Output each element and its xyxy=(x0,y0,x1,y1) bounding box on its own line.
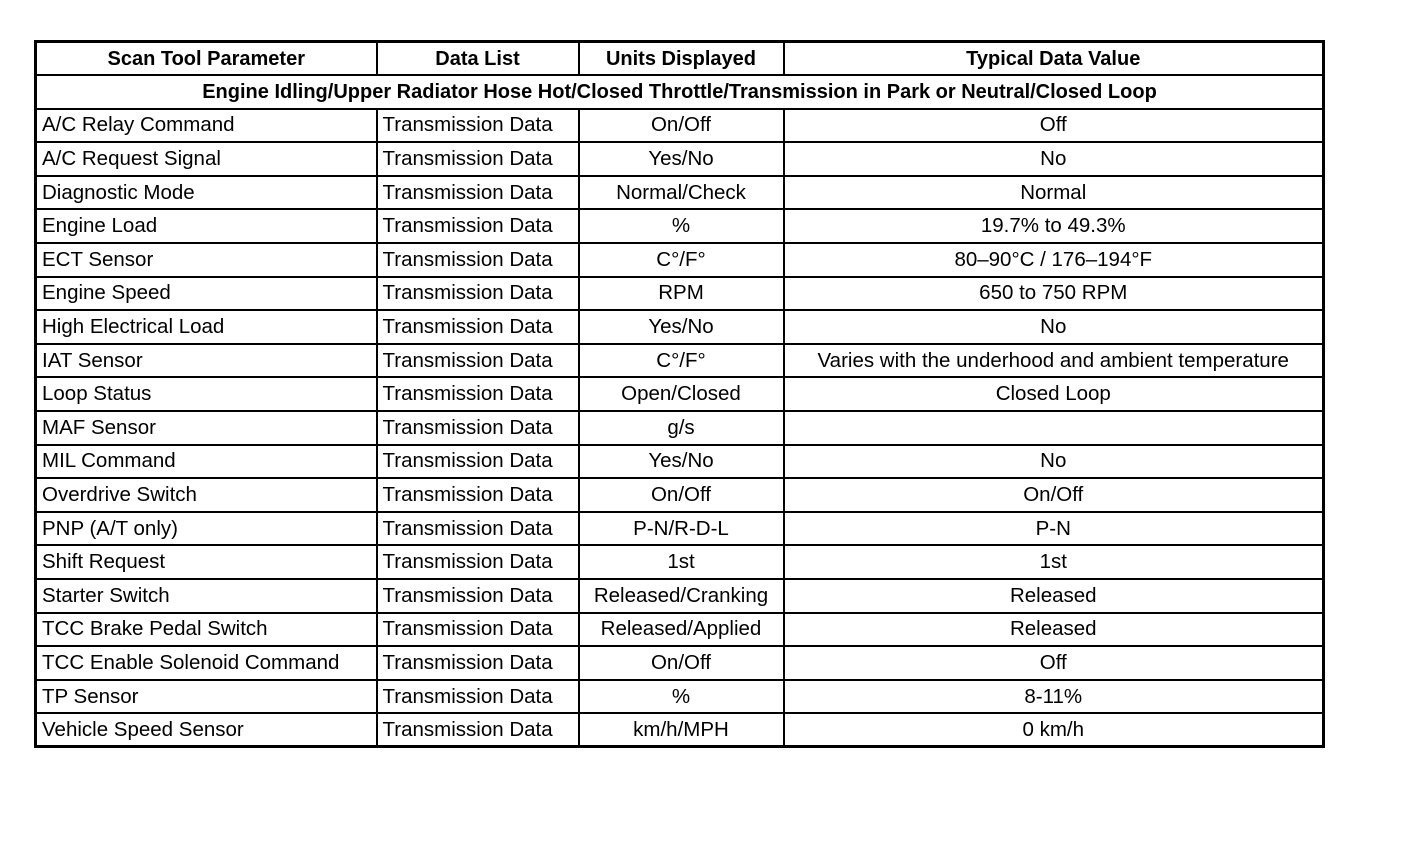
typical-value-cell: 19.7% to 49.3% xyxy=(784,209,1324,243)
table-row xyxy=(36,243,1324,277)
data-list-cell: Transmission Data xyxy=(377,243,579,277)
data-list-cell: Transmission Data xyxy=(377,579,579,613)
typical-value-cell: 1st xyxy=(784,545,1324,579)
data-list-cell: Transmission Data xyxy=(377,478,579,512)
parameter-cell: Overdrive Switch xyxy=(36,478,377,512)
parameter-cell: A/C Relay Command xyxy=(36,109,377,143)
typical-value-cell: 8-11% xyxy=(784,680,1324,714)
table-row xyxy=(36,512,1324,546)
table-row xyxy=(36,109,1324,143)
table-row xyxy=(36,344,1324,378)
units-cell: km/h/MPH xyxy=(579,713,784,747)
table-row xyxy=(36,545,1324,579)
data-list-cell: Transmission Data xyxy=(377,613,579,647)
scan-tool-data-table xyxy=(34,40,1325,748)
table-row xyxy=(36,613,1324,647)
parameter-cell: ECT Sensor xyxy=(36,243,377,277)
data-list-cell: Transmission Data xyxy=(377,646,579,680)
units-cell: Yes/No xyxy=(579,310,784,344)
units-cell: Released/Cranking xyxy=(579,579,784,613)
parameter-cell: High Electrical Load xyxy=(36,310,377,344)
units-cell: % xyxy=(579,209,784,243)
data-list-cell: Transmission Data xyxy=(377,209,579,243)
data-list-cell: Transmission Data xyxy=(377,344,579,378)
parameter-cell: Vehicle Speed Sensor xyxy=(36,713,377,747)
typical-value-cell: 80–90°C / 176–194°F xyxy=(784,243,1324,277)
data-list-cell: Transmission Data xyxy=(377,142,579,176)
section-row xyxy=(36,75,1324,109)
typical-value-cell xyxy=(784,411,1324,445)
data-list-cell: Transmission Data xyxy=(377,277,579,311)
table-row xyxy=(36,176,1324,210)
typical-value-cell: Released xyxy=(784,579,1324,613)
header-data-list: Data List xyxy=(377,42,579,76)
header-scan-tool-parameter: Scan Tool Parameter xyxy=(36,42,377,76)
typical-value-cell: 650 to 750 RPM xyxy=(784,277,1324,311)
data-list-cell: Transmission Data xyxy=(377,512,579,546)
typical-value-cell: P-N xyxy=(784,512,1324,546)
parameter-cell: Starter Switch xyxy=(36,579,377,613)
units-cell: On/Off xyxy=(579,478,784,512)
units-cell: 1st xyxy=(579,545,784,579)
parameter-cell: TCC Brake Pedal Switch xyxy=(36,613,377,647)
parameter-cell: IAT Sensor xyxy=(36,344,377,378)
parameter-cell: TCC Enable Solenoid Command xyxy=(36,646,377,680)
table-row xyxy=(36,277,1324,311)
typical-value-cell: On/Off xyxy=(784,478,1324,512)
header-typical-data-value: Typical Data Value xyxy=(784,42,1324,76)
units-cell: Yes/No xyxy=(579,445,784,479)
units-cell: g/s xyxy=(579,411,784,445)
typical-value-cell: Off xyxy=(784,646,1324,680)
data-list-cell: Transmission Data xyxy=(377,109,579,143)
table-row xyxy=(36,142,1324,176)
typical-value-cell: Released xyxy=(784,613,1324,647)
table-row xyxy=(36,713,1324,747)
section-title: Engine Idling/Upper Radiator Hose Hot/Closed Throttle/Transmission in Park or Neutral/Closed Loop xyxy=(36,75,1324,109)
units-cell: Open/Closed xyxy=(579,377,784,411)
table-row xyxy=(36,377,1324,411)
table-row xyxy=(36,646,1324,680)
parameter-cell: Engine Speed xyxy=(36,277,377,311)
typical-value-cell: Varies with the underhood and ambient temperature xyxy=(784,344,1324,378)
units-cell: C°/F° xyxy=(579,344,784,378)
parameter-cell: PNP (A/T only) xyxy=(36,512,377,546)
table-row xyxy=(36,310,1324,344)
units-cell: Normal/Check xyxy=(579,176,784,210)
typical-value-cell: No xyxy=(784,310,1324,344)
units-cell: On/Off xyxy=(579,646,784,680)
typical-value-cell: No xyxy=(784,142,1324,176)
table-row xyxy=(36,445,1324,479)
data-list-cell: Transmission Data xyxy=(377,445,579,479)
data-list-cell: Transmission Data xyxy=(377,545,579,579)
units-cell: RPM xyxy=(579,277,784,311)
data-list-cell: Transmission Data xyxy=(377,377,579,411)
table-row xyxy=(36,209,1324,243)
units-cell: Released/Applied xyxy=(579,613,784,647)
units-cell: P-N/R-D-L xyxy=(579,512,784,546)
data-list-cell: Transmission Data xyxy=(377,176,579,210)
table-row xyxy=(36,411,1324,445)
typical-value-cell: No xyxy=(784,445,1324,479)
data-list-cell: Transmission Data xyxy=(377,411,579,445)
parameter-cell: Diagnostic Mode xyxy=(36,176,377,210)
parameter-cell: TP Sensor xyxy=(36,680,377,714)
typical-value-cell: Closed Loop xyxy=(784,377,1324,411)
typical-value-cell: Normal xyxy=(784,176,1324,210)
units-cell: C°/F° xyxy=(579,243,784,277)
parameter-cell: MAF Sensor xyxy=(36,411,377,445)
typical-value-cell: 0 km/h xyxy=(784,713,1324,747)
parameter-cell: Shift Request xyxy=(36,545,377,579)
units-cell: Yes/No xyxy=(579,142,784,176)
parameter-cell: Engine Load xyxy=(36,209,377,243)
header-row xyxy=(36,42,1324,76)
data-list-cell: Transmission Data xyxy=(377,310,579,344)
units-cell: On/Off xyxy=(579,109,784,143)
parameter-cell: MIL Command xyxy=(36,445,377,479)
table-row xyxy=(36,680,1324,714)
data-list-cell: Transmission Data xyxy=(377,680,579,714)
table-row xyxy=(36,478,1324,512)
typical-value-cell: Off xyxy=(784,109,1324,143)
parameter-cell: Loop Status xyxy=(36,377,377,411)
parameter-cell: A/C Request Signal xyxy=(36,142,377,176)
data-list-cell: Transmission Data xyxy=(377,713,579,747)
units-cell: % xyxy=(579,680,784,714)
table-row xyxy=(36,579,1324,613)
header-units-displayed: Units Displayed xyxy=(579,42,784,76)
